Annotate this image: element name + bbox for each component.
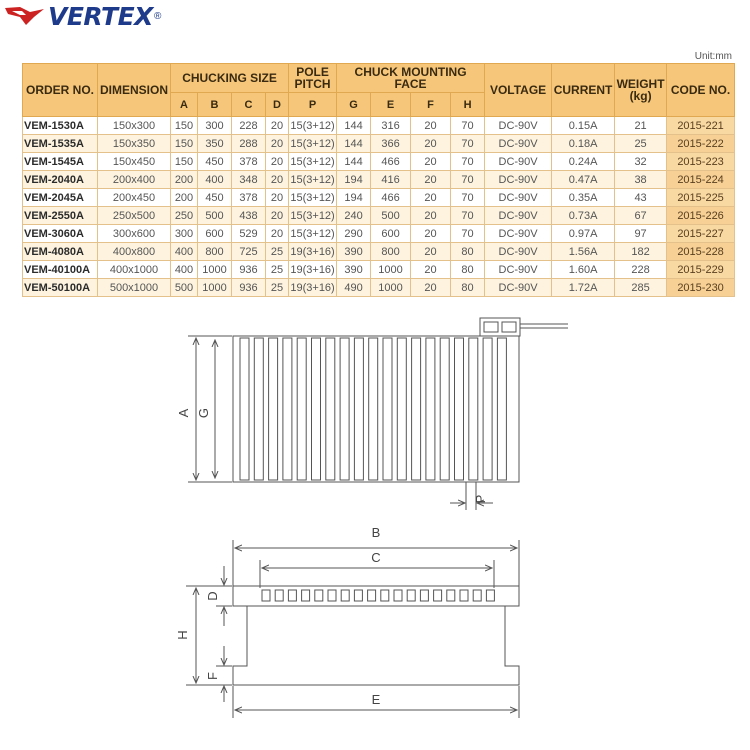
label-a: A [176, 408, 191, 418]
cell-e: 466 [371, 153, 411, 171]
cell-b: 600 [198, 225, 232, 243]
cell-b: 350 [198, 135, 232, 153]
cell-b: 300 [198, 117, 232, 135]
brand-logo [4, 3, 161, 29]
cell-code: 2015-230 [667, 279, 735, 297]
cell-weight: 182 [615, 243, 667, 261]
cell-a: 400 [171, 261, 198, 279]
cell-p: 15(3+12) [289, 225, 337, 243]
side-slot [420, 590, 428, 601]
side-slot [486, 590, 494, 601]
cell-h: 70 [451, 207, 485, 225]
cell-b: 450 [198, 189, 232, 207]
cell-weight: 43 [615, 189, 667, 207]
side-body-outline [233, 606, 519, 685]
cell-g: 490 [337, 279, 371, 297]
label-f: F [205, 672, 220, 680]
cell-voltage: DC-90V [485, 279, 552, 297]
cell-voltage: DC-90V [485, 153, 552, 171]
cell-voltage: DC-90V [485, 189, 552, 207]
cell-dimension: 300x600 [98, 225, 171, 243]
cell-a: 200 [171, 171, 198, 189]
cell-g: 390 [337, 243, 371, 261]
cell-c: 936 [232, 279, 266, 297]
cell-c: 288 [232, 135, 266, 153]
spec-table [22, 63, 735, 297]
technical-drawing [0, 300, 750, 750]
cell-f: 20 [411, 225, 451, 243]
cell-current: 0.47A [552, 171, 615, 189]
label-b: B [371, 525, 381, 540]
side-slot [341, 590, 349, 601]
pole-stripe [469, 338, 478, 480]
cell-weight: 67 [615, 207, 667, 225]
cell-order: VEM-2550A [23, 207, 98, 225]
cell-h: 80 [451, 279, 485, 297]
subheader-e: E [371, 93, 411, 117]
cell-p: 15(3+12) [289, 189, 337, 207]
pole-stripe [326, 338, 335, 480]
cell-d: 20 [266, 207, 289, 225]
side-view [186, 540, 519, 718]
cell-current: 0.18A [552, 135, 615, 153]
cell-c: 438 [232, 207, 266, 225]
cell-h: 70 [451, 135, 485, 153]
connector-plug [484, 322, 498, 332]
cell-h: 70 [451, 153, 485, 171]
cell-a: 500 [171, 279, 198, 297]
cell-b: 1000 [198, 279, 232, 297]
cell-voltage: DC-90V [485, 207, 552, 225]
cell-dimension: 150x300 [98, 117, 171, 135]
cell-e: 600 [371, 225, 411, 243]
cell-b: 400 [198, 171, 232, 189]
pole-stripe [397, 338, 406, 480]
cell-order: VEM-1530A [23, 117, 98, 135]
pole-stripe [483, 338, 492, 480]
cell-b: 800 [198, 243, 232, 261]
side-slot [262, 590, 270, 601]
cell-code: 2015-224 [667, 171, 735, 189]
registered-mark: ® [153, 10, 162, 22]
cell-d: 20 [266, 117, 289, 135]
top-view [188, 318, 568, 510]
cell-weight: 21 [615, 117, 667, 135]
cell-p: 19(3+16) [289, 243, 337, 261]
cell-c: 228 [232, 117, 266, 135]
header-order-no: ORDER NO. [23, 64, 98, 117]
cell-current: 0.73A [552, 207, 615, 225]
pole-stripe [426, 338, 435, 480]
cell-dimension: 400x1000 [98, 261, 171, 279]
cell-e: 416 [371, 171, 411, 189]
pole-stripe [312, 338, 321, 480]
subheader-p: P [289, 93, 337, 117]
cell-d: 20 [266, 153, 289, 171]
cell-code: 2015-221 [667, 117, 735, 135]
spec-table-body [23, 117, 735, 297]
pole-stripe [283, 338, 292, 480]
cell-current: 0.24A [552, 153, 615, 171]
cell-dimension: 250x500 [98, 207, 171, 225]
cell-dimension: 150x450 [98, 153, 171, 171]
cell-g: 290 [337, 225, 371, 243]
cell-e: 316 [371, 117, 411, 135]
table-row [23, 153, 735, 171]
subheader-h: H [451, 93, 485, 117]
cell-p: 15(3+12) [289, 135, 337, 153]
cell-f: 20 [411, 279, 451, 297]
cell-f: 20 [411, 171, 451, 189]
cell-d: 20 [266, 171, 289, 189]
cell-current: 0.35A [552, 189, 615, 207]
side-slot [354, 590, 362, 601]
pole-stripe [269, 338, 278, 480]
pole-stripes [240, 338, 506, 480]
header-current: CURRENT [552, 64, 615, 117]
cell-g: 144 [337, 117, 371, 135]
side-slot [302, 590, 310, 601]
cell-code: 2015-222 [667, 135, 735, 153]
cell-voltage: DC-90V [485, 261, 552, 279]
cell-dimension: 200x450 [98, 189, 171, 207]
cell-h: 80 [451, 243, 485, 261]
cell-current: 0.15A [552, 117, 615, 135]
cell-f: 20 [411, 261, 451, 279]
subheader-f: F [411, 93, 451, 117]
cell-current: 1.56A [552, 243, 615, 261]
cell-p: 15(3+12) [289, 153, 337, 171]
cell-weight: 32 [615, 153, 667, 171]
cell-d: 25 [266, 279, 289, 297]
cell-weight: 38 [615, 171, 667, 189]
header-weight: WEIGHT (kg) [615, 64, 667, 117]
cell-d: 25 [266, 261, 289, 279]
side-slot [288, 590, 296, 601]
side-slot [315, 590, 323, 601]
cell-c: 529 [232, 225, 266, 243]
cell-e: 500 [371, 207, 411, 225]
pole-stripe [240, 338, 249, 480]
cell-dimension: 200x400 [98, 171, 171, 189]
cell-order: VEM-2045A [23, 189, 98, 207]
cell-a: 200 [171, 189, 198, 207]
cell-order: VEM-40100A [23, 261, 98, 279]
side-slot [394, 590, 402, 601]
cell-e: 466 [371, 189, 411, 207]
side-slots [262, 590, 494, 601]
pole-stripe [354, 338, 363, 480]
cell-voltage: DC-90V [485, 225, 552, 243]
cell-e: 366 [371, 135, 411, 153]
cell-code: 2015-229 [667, 261, 735, 279]
pole-stripe [440, 338, 449, 480]
table-row [23, 171, 735, 189]
cell-h: 80 [451, 261, 485, 279]
header-voltage: VOLTAGE [485, 64, 552, 117]
side-slot [434, 590, 442, 601]
cell-e: 1000 [371, 261, 411, 279]
cell-order: VEM-3060A [23, 225, 98, 243]
side-slot [460, 590, 468, 601]
cell-weight: 285 [615, 279, 667, 297]
cell-order: VEM-1545A [23, 153, 98, 171]
connector-box [480, 318, 520, 336]
cell-voltage: DC-90V [485, 171, 552, 189]
table-row [23, 261, 735, 279]
cell-c: 725 [232, 243, 266, 261]
connector-socket [502, 322, 516, 332]
table-row [23, 207, 735, 225]
cell-c: 936 [232, 261, 266, 279]
top-view-outline [233, 336, 519, 482]
subheader-b: B [198, 93, 232, 117]
cell-h: 70 [451, 225, 485, 243]
pole-stripe [369, 338, 378, 480]
label-c: C [371, 550, 381, 565]
label-d: D [205, 591, 220, 601]
cell-f: 20 [411, 189, 451, 207]
table-row [23, 225, 735, 243]
cell-code: 2015-225 [667, 189, 735, 207]
cell-code: 2015-223 [667, 153, 735, 171]
cell-dimension: 150x350 [98, 135, 171, 153]
cell-a: 150 [171, 135, 198, 153]
cell-g: 144 [337, 135, 371, 153]
label-h: H [175, 630, 190, 640]
cell-dimension: 400x800 [98, 243, 171, 261]
brand-name: VERTEX [48, 1, 153, 31]
cell-order: VEM-2040A [23, 171, 98, 189]
cell-p: 15(3+12) [289, 171, 337, 189]
cell-d: 20 [266, 189, 289, 207]
cell-g: 390 [337, 261, 371, 279]
pole-stripe [383, 338, 392, 480]
side-slot [447, 590, 455, 601]
cell-dimension: 500x1000 [98, 279, 171, 297]
label-g: G [196, 407, 211, 419]
cell-weight: 25 [615, 135, 667, 153]
cell-h: 70 [451, 189, 485, 207]
label-p: P [473, 494, 488, 504]
cell-b: 500 [198, 207, 232, 225]
cell-p: 15(3+12) [289, 117, 337, 135]
pole-stripe [455, 338, 464, 480]
table-row [23, 243, 735, 261]
header-chuck-mounting-face: CHUCK MOUNTING FACE [337, 64, 485, 93]
pole-stripe [412, 338, 421, 480]
cell-f: 20 [411, 135, 451, 153]
cell-a: 250 [171, 207, 198, 225]
cell-a: 150 [171, 153, 198, 171]
cell-voltage: DC-90V [485, 243, 552, 261]
cell-f: 20 [411, 153, 451, 171]
cell-code: 2015-228 [667, 243, 735, 261]
cell-g: 144 [337, 153, 371, 171]
header-code-no: CODE NO. [667, 64, 735, 117]
cell-current: 1.60A [552, 261, 615, 279]
table-row [23, 117, 735, 135]
table-row [23, 189, 735, 207]
cell-code: 2015-226 [667, 207, 735, 225]
cell-p: 15(3+12) [289, 207, 337, 225]
cell-order: VEM-1535A [23, 135, 98, 153]
subheader-c: C [232, 93, 266, 117]
cell-d: 25 [266, 243, 289, 261]
cell-weight: 228 [615, 261, 667, 279]
pole-stripe [340, 338, 349, 480]
pole-stripe [254, 338, 263, 480]
cell-d: 20 [266, 135, 289, 153]
subheader-d: D [266, 93, 289, 117]
cell-c: 348 [232, 171, 266, 189]
cell-order: VEM-50100A [23, 279, 98, 297]
cell-e: 800 [371, 243, 411, 261]
cell-code: 2015-227 [667, 225, 735, 243]
cell-order: VEM-4080A [23, 243, 98, 261]
side-slot [407, 590, 415, 601]
cell-c: 378 [232, 189, 266, 207]
cell-b: 1000 [198, 261, 232, 279]
cell-e: 1000 [371, 279, 411, 297]
cell-voltage: DC-90V [485, 117, 552, 135]
table-row [23, 279, 735, 297]
cell-c: 378 [232, 153, 266, 171]
cell-f: 20 [411, 207, 451, 225]
side-slot [473, 590, 481, 601]
side-slot [328, 590, 336, 601]
cell-a: 400 [171, 243, 198, 261]
pole-stripe [497, 338, 506, 480]
header-pole-pitch: POLE PITCH [289, 64, 337, 93]
cell-p: 19(3+16) [289, 261, 337, 279]
cell-f: 20 [411, 243, 451, 261]
cell-b: 450 [198, 153, 232, 171]
cell-g: 194 [337, 189, 371, 207]
cell-g: 194 [337, 171, 371, 189]
cell-current: 0.97A [552, 225, 615, 243]
subheader-g: G [337, 93, 371, 117]
side-slot [275, 590, 283, 601]
cell-voltage: DC-90V [485, 135, 552, 153]
cell-a: 150 [171, 117, 198, 135]
cell-current: 1.72A [552, 279, 615, 297]
pole-stripe [297, 338, 306, 480]
cell-p: 19(3+16) [289, 279, 337, 297]
cell-d: 20 [266, 225, 289, 243]
side-slot [381, 590, 389, 601]
cell-a: 300 [171, 225, 198, 243]
cell-g: 240 [337, 207, 371, 225]
label-e: E [371, 692, 381, 707]
cell-h: 70 [451, 171, 485, 189]
unit-label: Unit:mm [694, 51, 732, 62]
header-dimension: DIMENSION [98, 64, 171, 117]
eagle-logo-icon [4, 4, 46, 28]
subheader-a: A [171, 93, 198, 117]
table-row [23, 135, 735, 153]
side-slot [368, 590, 376, 601]
cell-weight: 97 [615, 225, 667, 243]
cell-f: 20 [411, 117, 451, 135]
header-chucking-size: CHUCKING SIZE [171, 64, 289, 93]
cell-h: 70 [451, 117, 485, 135]
